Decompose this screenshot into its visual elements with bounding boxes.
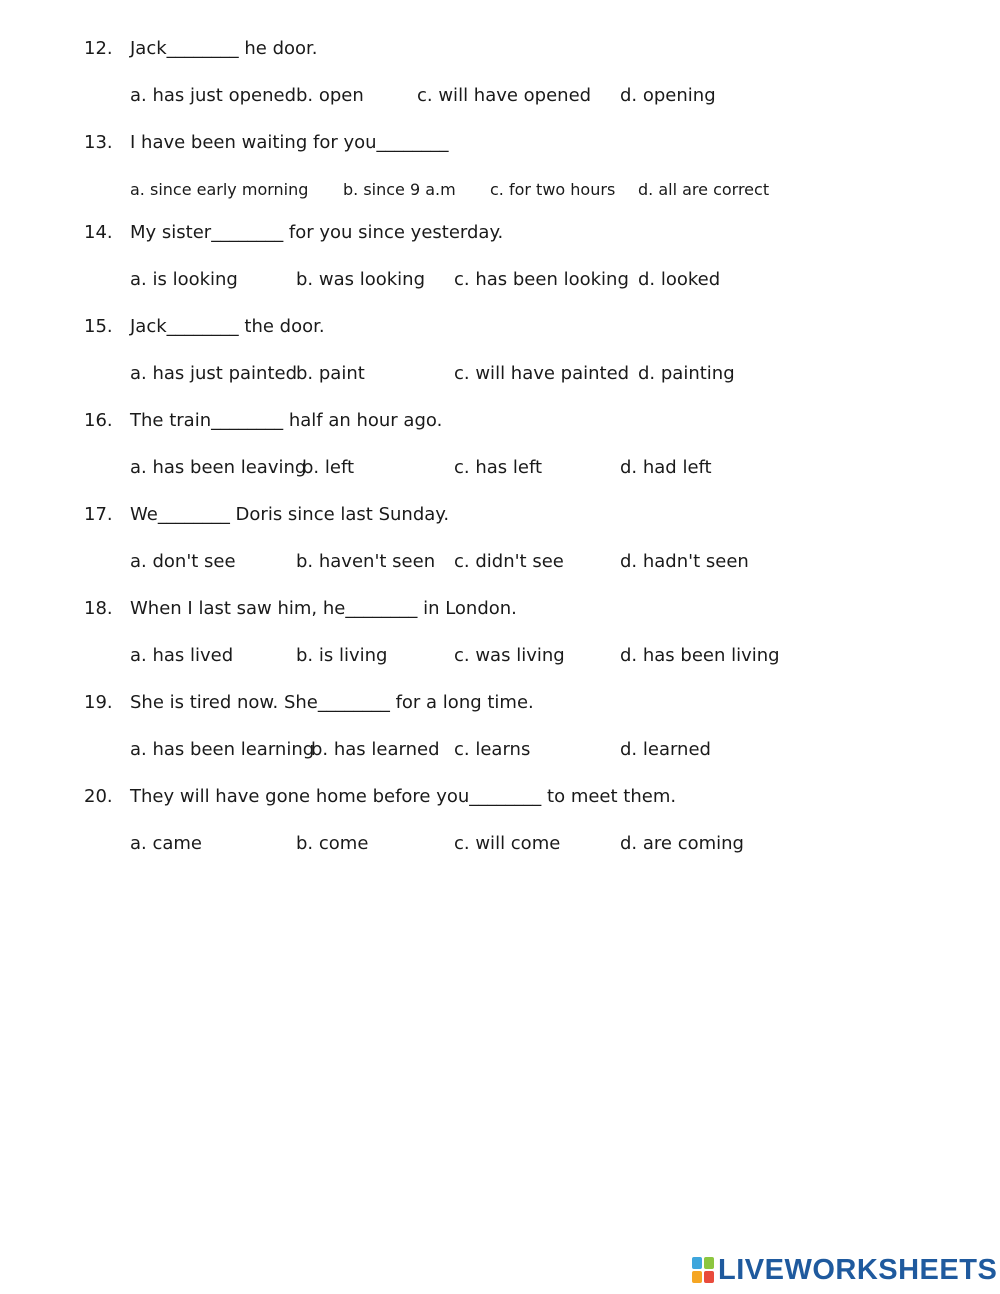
option-d: d. opening xyxy=(620,85,716,106)
option-b: b. is living xyxy=(296,645,388,666)
question-19 xyxy=(0,690,1000,784)
liveworksheets-logo xyxy=(692,1254,997,1286)
question-13 xyxy=(0,130,1000,224)
question-text: I have been waiting for you________ xyxy=(130,132,449,153)
question-text: Jack________ he door. xyxy=(130,38,318,59)
option-a: a. has lived xyxy=(130,645,234,666)
option-b: b. paint xyxy=(296,363,365,384)
option-c: c. didn't see xyxy=(454,551,564,572)
option-d: d. learned xyxy=(620,739,711,760)
option-c: c. will have painted xyxy=(454,363,630,384)
question-number: 19. xyxy=(84,692,113,713)
question-number: 12. xyxy=(84,38,113,59)
option-a: a. has been learning xyxy=(130,739,315,760)
option-a: a. is looking xyxy=(130,269,238,290)
option-c: c. was living xyxy=(454,645,565,666)
option-a: a. has just painted xyxy=(130,363,298,384)
option-a: a. don't see xyxy=(130,551,236,572)
question-text: Jack________ the door. xyxy=(130,316,325,337)
question-14 xyxy=(0,220,1000,314)
option-b: b. come xyxy=(296,833,369,854)
brand-name: LIVEWORKSHEETS xyxy=(718,1253,998,1286)
question-text: They will have gone home before you________ to meet them. xyxy=(130,786,677,807)
option-b: b. since 9 a.m xyxy=(343,180,456,199)
option-c: c. learns xyxy=(454,739,531,760)
question-12 xyxy=(0,36,1000,130)
question-text: She is tired now. She________ for a long time. xyxy=(130,692,534,713)
option-c: c. for two hours xyxy=(490,180,616,199)
option-c: c. will come xyxy=(454,833,561,854)
question-text: When I last saw him, he________ in London. xyxy=(130,598,517,619)
option-b: b. open xyxy=(296,85,364,106)
question-number: 16. xyxy=(84,410,113,431)
option-d: d. all are correct xyxy=(638,180,770,199)
question-text: We________ Doris since last Sunday. xyxy=(130,504,450,525)
option-d: d. hadn't seen xyxy=(620,551,749,572)
option-d: d. had left xyxy=(620,457,712,478)
option-a: a. since early morning xyxy=(130,180,309,199)
question-number: 13. xyxy=(84,132,113,153)
option-a: a. has been leaving xyxy=(130,457,307,478)
question-text: The train________ half an hour ago. xyxy=(130,410,443,431)
question-20 xyxy=(0,784,1000,878)
option-b: b. was looking xyxy=(296,269,426,290)
option-d: d. painting xyxy=(638,363,735,384)
question-number: 18. xyxy=(84,598,113,619)
question-number: 17. xyxy=(84,504,113,525)
question-text: My sister________ for you since yesterday. xyxy=(130,222,504,243)
option-b: b. left xyxy=(302,457,355,478)
option-c: c. has left xyxy=(454,457,543,478)
question-15 xyxy=(0,314,1000,408)
question-18 xyxy=(0,596,1000,690)
question-17 xyxy=(0,502,1000,596)
option-c: c. has been looking xyxy=(454,269,629,290)
option-a: a. came xyxy=(130,833,203,854)
liveworksheets-logo-icon xyxy=(692,1257,714,1283)
option-c: c. will have opened xyxy=(417,85,592,106)
question-number: 20. xyxy=(84,786,113,807)
option-b: b. has learned xyxy=(311,739,440,760)
option-d: d. are coming xyxy=(620,833,744,854)
option-a: a. has just opened xyxy=(130,85,296,106)
question-16 xyxy=(0,408,1000,502)
option-d: d. looked xyxy=(638,269,721,290)
option-d: d. has been living xyxy=(620,645,780,666)
option-b: b. haven't seen xyxy=(296,551,436,572)
question-number: 15. xyxy=(84,316,113,337)
question-number: 14. xyxy=(84,222,113,243)
